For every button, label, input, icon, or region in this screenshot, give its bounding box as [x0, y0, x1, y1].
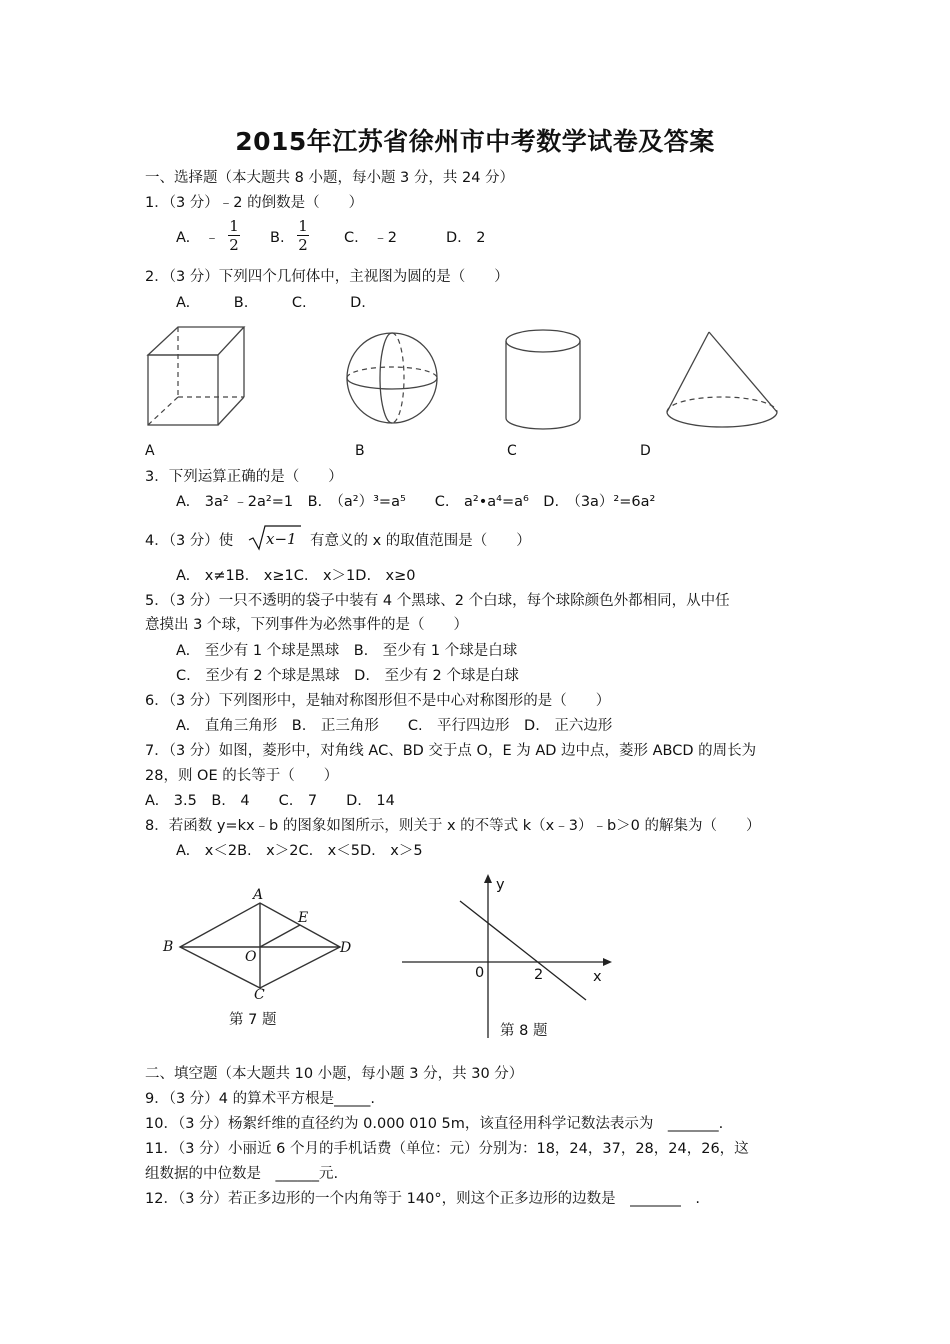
section-heading-fill: 二、填空题（本大题共 10 小题，每小题 3 分，共 30 分）: [145, 1066, 524, 1082]
question-4-stem-end: 有意义的 x 的取值范围是（ ）: [310, 533, 531, 549]
question-7-options: A. 3.5 B. 4 C. 7 D. 14: [145, 793, 395, 809]
figure-label-d: D: [640, 443, 651, 459]
question-10: 10．（3 分）杨絮纤维的直径约为 0.000 010 5m，该直径用科学记数法表示为 _______.: [145, 1116, 724, 1132]
point-o-label: O: [245, 949, 257, 965]
question-3-stem: 3．下列运算正确的是（ ）: [145, 469, 343, 485]
question-2-options: A. B. C. D.: [176, 295, 366, 311]
question-8-options: A. x＜2B. x＞2C. x＜5D. x＞5: [176, 843, 423, 859]
question-8-stem: 8．若函数 y=kx﹣b 的图象如图所示，则关于 x 的不等式 k（x﹣3）﹣b＞0 的解集为（ ）: [145, 818, 761, 834]
question-1-option-c: C. ﹣2: [344, 230, 397, 246]
question-5-options-row1: A. 至少有 1 个球是黑球 B. 至少有 1 个球是白球: [176, 643, 518, 659]
figure-8-caption: 第 8 题: [500, 1023, 548, 1039]
question-4-stem-start: 4．（3 分）使: [145, 533, 234, 549]
point-c-label: C: [254, 987, 265, 1003]
y-axis-label: y: [496, 877, 505, 893]
figure-7-caption: 第 7 题: [229, 1012, 277, 1028]
fraction-neg-half: [228, 218, 240, 253]
point-d-label: D: [340, 940, 352, 956]
fraction-denominator: 2: [298, 236, 308, 254]
cube-figure: [140, 320, 250, 430]
question-1-option-a: A. ﹣: [176, 230, 220, 246]
sphere-figure: [342, 332, 442, 427]
cone-figure: [662, 330, 786, 432]
question-5-stem-line2: 意摸出 3 个球，下列事件为必然事件的是（ ）: [145, 617, 468, 633]
x-intercept-label: 2: [534, 967, 544, 983]
question-1-option-b: B.: [270, 230, 285, 246]
figure-label-a: A: [145, 443, 155, 459]
fraction-numerator: 1: [229, 217, 239, 235]
fraction-numerator: 1: [298, 217, 308, 235]
cylinder-figure: [502, 328, 588, 432]
figure-label-c: C: [507, 443, 517, 459]
question-5-stem-line1: 5．（3 分）一只不透明的袋子中装有 4 个黑球、2 个白球，每个球除颜色外都相同，从中任: [145, 593, 730, 609]
question-12: 12．（3 分）若正多边形的一个内角等于 140°，则这个正多边形的边数是 _______ .: [145, 1191, 700, 1207]
question-9: 9．（3 分）4 的算术平方根是_____.: [145, 1091, 376, 1107]
question-7-stem-line2: 28，则 OE 的长等于（ ）: [145, 768, 339, 784]
point-a-label: A: [253, 887, 264, 903]
question-1-stem: 1．（3 分）﹣2 的倒数是（ ）: [145, 195, 364, 211]
function-graph: [400, 870, 615, 1040]
question-6-options: A. 直角三角形 B. 正三角形 C. 平行四边形 D. 正六边形: [176, 718, 613, 734]
question-2-stem: 2．（3 分）下列四个几何体中，主视图为圆的是（ ）: [145, 269, 509, 285]
question-11-line2: 组数据的中位数是 ______元.: [145, 1166, 339, 1182]
radicand: x−1: [266, 530, 297, 548]
question-4-options: A. x≠1B. x≥1C. x＞1D. x≥0: [176, 568, 416, 584]
question-3-options: A. 3a² ﹣2a²=1 B. （a²）³=a⁵ C. a²•a⁴=a⁶ D. （3a）²=6a²: [176, 494, 656, 510]
fraction-half: [297, 218, 309, 253]
question-5-options-row2: C. 至少有 2 个球是黑球 D. 至少有 2 个球是白球: [176, 668, 519, 684]
x-axis-label: x: [593, 969, 602, 985]
origin-label: 0: [475, 965, 485, 981]
page-title: 2015年江苏省徐州市中考数学试卷及答案: [235, 127, 715, 156]
point-b-label: B: [163, 939, 174, 955]
fraction-denominator: 2: [229, 236, 239, 254]
question-11-line1: 11．（3 分）小丽近 6 个月的手机话费（单位：元）分别为：18，24，37，28，24，26，这: [145, 1141, 749, 1157]
question-6-stem: 6．（3 分）下列图形中，是轴对称图形但不是中心对称图形的是（ ）: [145, 693, 611, 709]
section-heading-choice: 一、选择题（本大题共 8 小题，每小题 3 分，共 24 分）: [145, 170, 515, 186]
figure-label-b: B: [355, 443, 365, 459]
question-1-option-d: D. 2: [446, 230, 486, 246]
question-7-stem-line1: 7．（3 分）如图，菱形中，对角线 AC、BD 交于点 O，E 为 AD 边中点，菱形 ABCD 的周长为: [145, 743, 757, 759]
point-e-label: E: [298, 910, 309, 926]
